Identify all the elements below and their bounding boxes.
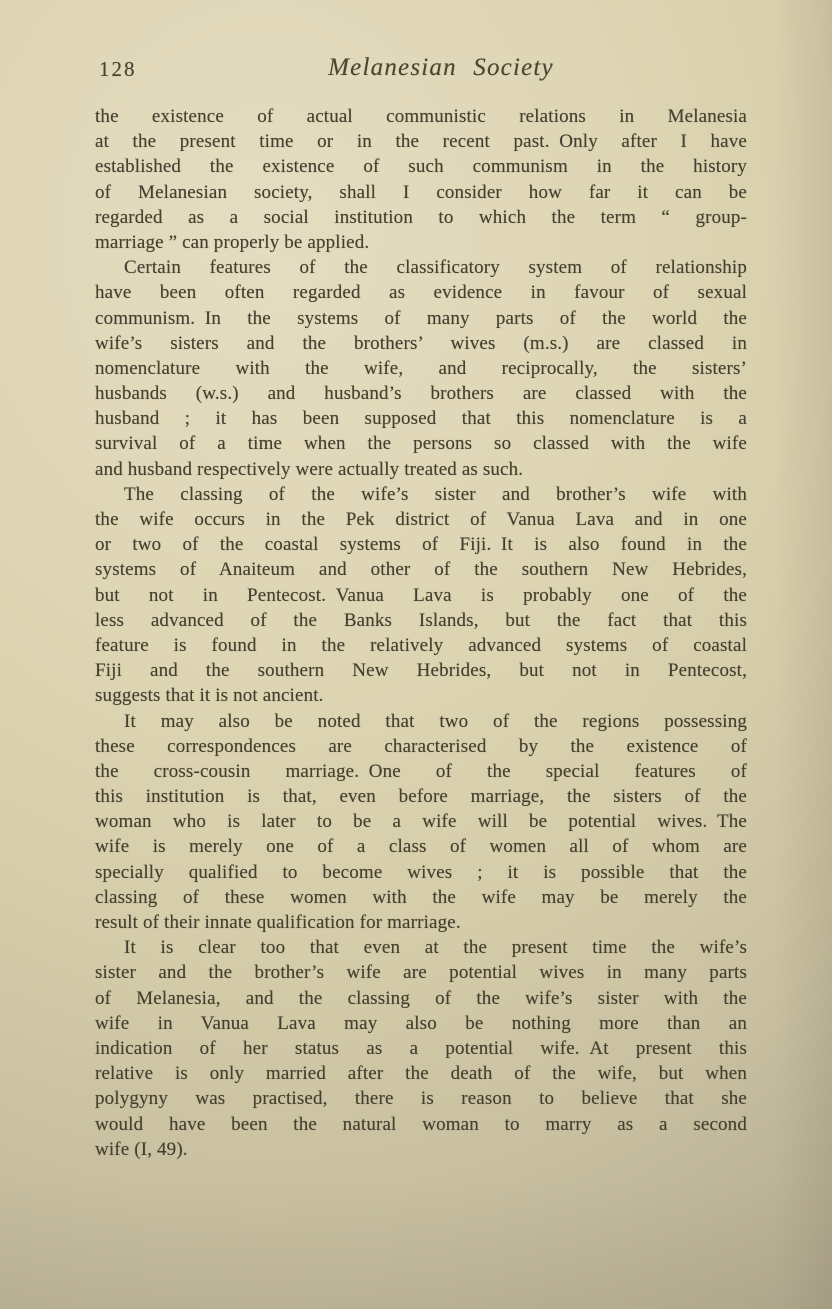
text-line: have been often regarded as evidence in favour of sexual [95, 282, 747, 304]
text-line: the existence of actual communistic relations in Melanesia [95, 106, 747, 127]
text-line: wife is merely one of a class of women all of whom are [95, 836, 747, 858]
text-line: indication of her status as a potential wife. At present this [95, 1037, 747, 1059]
text-line: the wife occurs in the Pek district of Vanua Lava and in one [95, 509, 747, 530]
text-line: but not in Pentecost. Vanua Lava is probably one of the [95, 584, 747, 606]
text-line: polygyny was practised, there is reason to believe that she [95, 1088, 747, 1110]
text-line: sister and the brother’s wife are potential wives in many parts [95, 962, 747, 984]
text-line: The classing of the wife’s sister and brother’s wife with [124, 483, 747, 505]
paragraph [95, 482, 747, 709]
text-line: and husband respectively were actually treated as such. [95, 458, 524, 480]
text-line: marriage ” can properly be applied. [95, 231, 370, 253]
text-line: wife (I, 49). [95, 1138, 188, 1160]
text-line: would have been the natural woman to marry as a second [95, 1113, 747, 1135]
text-line: regarded as a social institution to which the term “ group- [95, 206, 747, 228]
text-line: feature is found in the relatively advanced systems of coastal [95, 634, 747, 656]
text-line: systems of Anaiteum and other of the southern New Hebrides, [95, 559, 747, 581]
text-line: It is clear too that even at the present time the wife’s [124, 937, 747, 959]
text-line: at the present time or in the recent past. Only after I have [95, 131, 747, 153]
paragraph [95, 935, 747, 1162]
text-line: this institution is that, even before marriage, the sisters of the [95, 786, 747, 808]
text-line: nomenclature with the wife, and reciprocally, the sisters’ [95, 357, 747, 379]
text-line: less advanced of the Banks Islands, but the fact that this [95, 609, 747, 631]
paragraph [95, 255, 747, 482]
text-line: established the existence of such communism in the history [95, 156, 747, 178]
text-line: specially qualified to become wives ; it is possible that the [95, 861, 747, 883]
text-line: relative is only married after the death of the wife, but when [95, 1063, 747, 1085]
text-line: husband ; it has been supposed that this nomenclature is a [95, 408, 747, 430]
text-line: or two of the coastal systems of Fiji. It is also found in the [95, 534, 747, 556]
text-line: It may also be noted that two of the regions possessing [124, 710, 747, 732]
text-line: woman who is later to be a wife will be potential wives. The [95, 811, 747, 833]
page-header [95, 54, 747, 86]
text-line: of Melanesia, and the classing of the wife’s sister with the [95, 987, 747, 1009]
text-line: of Melanesian society, shall I consider how far it can be [95, 181, 747, 203]
text-line: Fiji and the southern New Hebrides, but not in Pentecost, [95, 660, 747, 682]
text-line: husbands (w.s.) and husband’s brothers are classed with the [95, 383, 747, 405]
text-line: classing of these women with the wife may be merely the [95, 886, 747, 908]
text-line: communism. In the systems of many parts of the world the [95, 307, 747, 329]
page-body [95, 104, 747, 1162]
paragraph [95, 709, 747, 936]
text-line: wife’s sisters and the brothers’ wives (m.s.) are classed in [95, 332, 747, 354]
text-line: Certain features of the classificatory system of relationship [124, 257, 747, 279]
text-line: the cross-cousin marriage. One of the special features of [95, 760, 747, 782]
text-line: survival of a time when the persons so classed with the wife [95, 433, 747, 455]
page-number: 128 [99, 57, 137, 81]
text-line: these correspondences are characterised by the existence of [95, 735, 747, 757]
paragraph [95, 104, 747, 255]
text-line: wife in Vanua Lava may also be nothing more than an [95, 1012, 747, 1034]
running-title: Melanesian Society [328, 54, 554, 81]
text-line: result of their innate qualification for marriage. [95, 912, 461, 933]
text-line: suggests that it is not ancient. [95, 685, 324, 707]
